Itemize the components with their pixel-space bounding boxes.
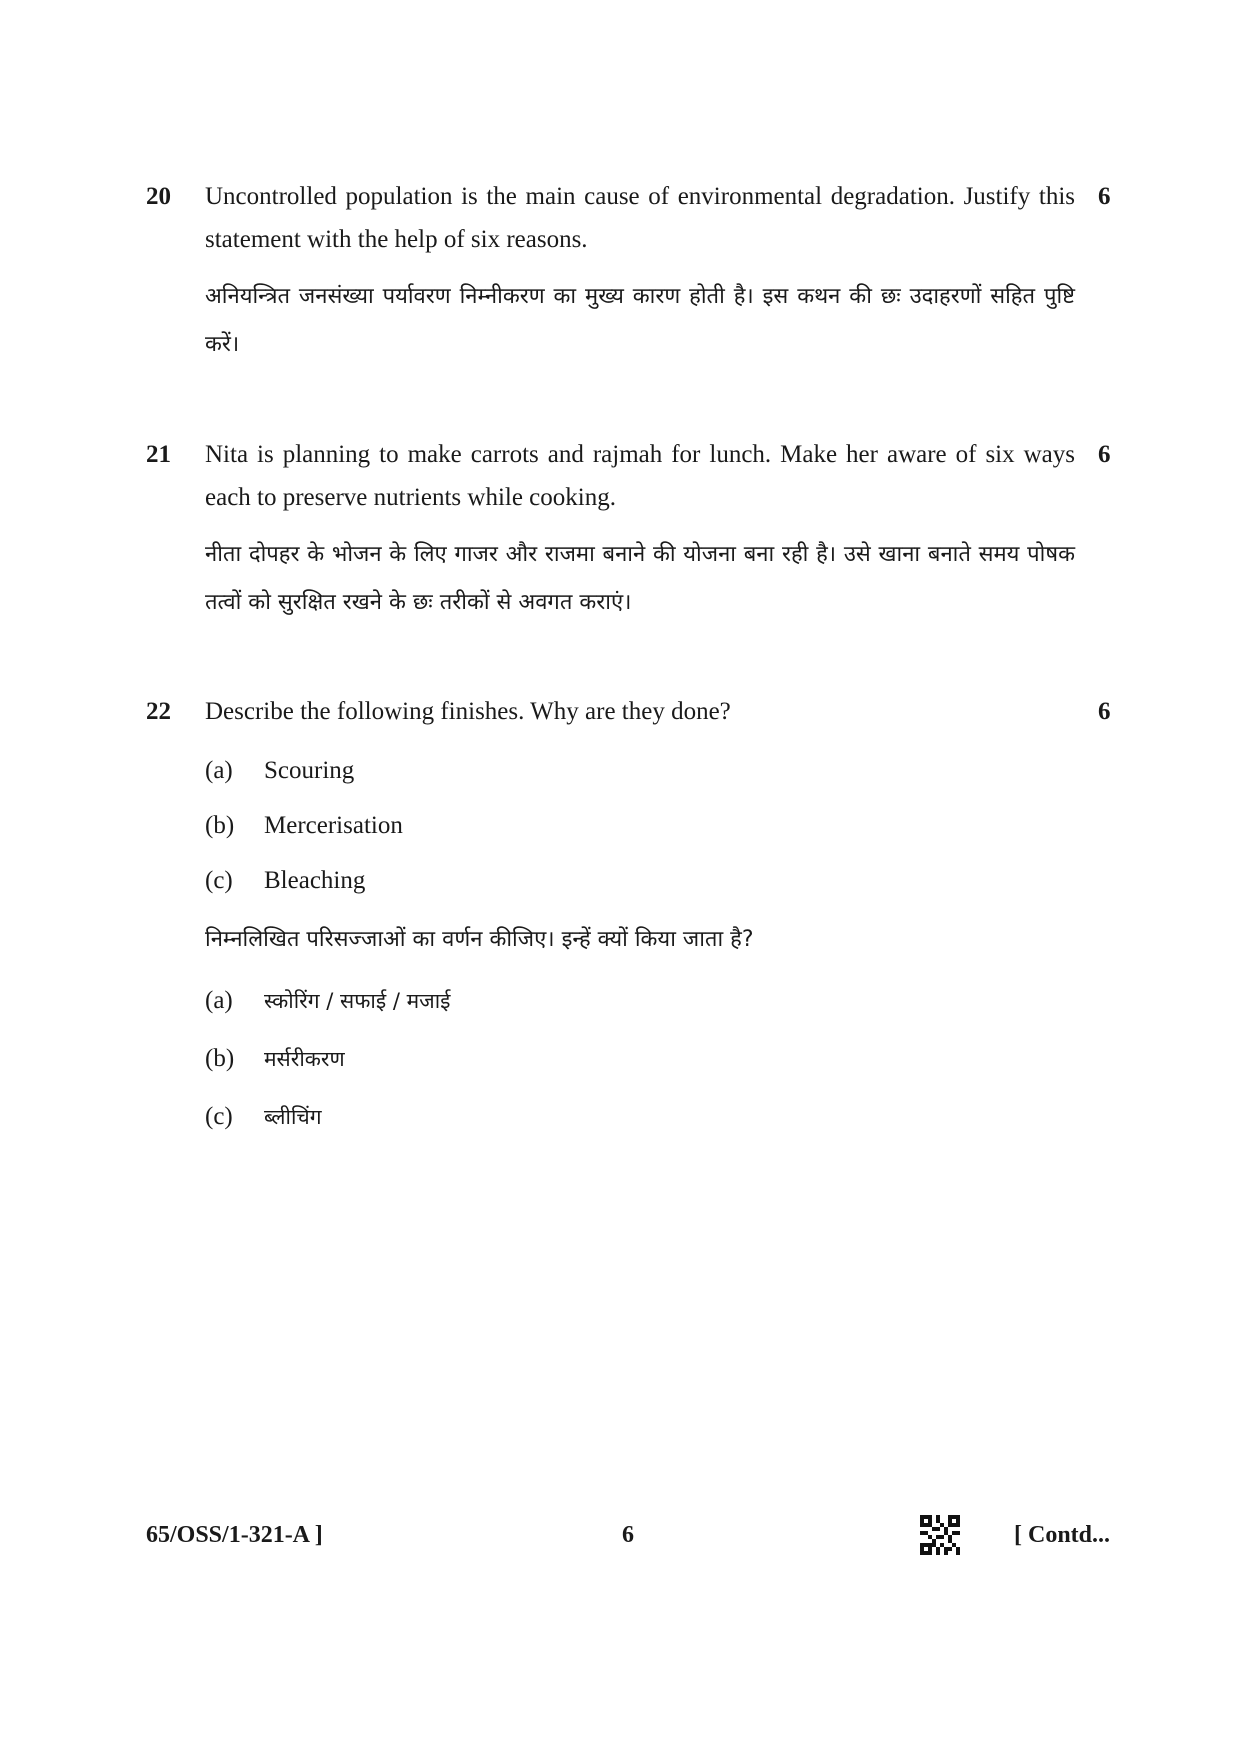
- question-number: 22: [146, 698, 171, 725]
- question-marks: 6: [1098, 698, 1111, 725]
- option-label: (b): [205, 1045, 235, 1072]
- question-text-hindi: अनियन्त्रित जनसंख्या पर्यावरण निम्नीकरण का मुख्य कारण होती है। इस कथन की छः उदाहरणों सहित पुष्टि करें।: [205, 284, 1075, 357]
- option-c-english: [205, 853, 1075, 908]
- option-c-hindi: [205, 1088, 1075, 1146]
- question-text-hindi: नीता दोपहर के भोजन के लिए गाजर और राजमा बनाने की योजना बना रही है। उसे खाना बनाते समय पोषक तत्वों को सुरक्षित रखने के छः तरीकों से अवगत कराएं।: [205, 542, 1075, 615]
- option-a-hindi: [205, 972, 1075, 1030]
- option-a-english: [205, 743, 1075, 798]
- question-text-english: Uncontrolled population is the main cause of environmental degradation. Justify this statement with the help of six reasons.: [205, 183, 1075, 253]
- question-body: [205, 433, 1075, 627]
- option-text: मर्सरीकरण: [264, 1047, 345, 1071]
- question-marks: 6: [1098, 183, 1111, 210]
- option-label: (a): [205, 757, 233, 784]
- option-text: Bleaching: [264, 867, 366, 894]
- question-text-english: Nita is planning to make carrots and rajmah for lunch. Make her aware of six ways each to preserve nutrients while cooking.: [205, 441, 1075, 511]
- question-number: 20: [146, 183, 171, 210]
- option-label: (b): [205, 812, 235, 839]
- question-marks: 6: [1098, 441, 1111, 468]
- option-b-english: [205, 798, 1075, 853]
- qr-code-icon: [920, 1515, 960, 1555]
- option-label: (c): [205, 867, 233, 894]
- option-text: Scouring: [264, 757, 355, 784]
- option-label: (a): [205, 987, 233, 1014]
- question-number: 21: [146, 441, 171, 468]
- option-text: Mercerisation: [264, 812, 403, 839]
- question-body: [205, 175, 1075, 369]
- page-footer: [0, 1513, 1240, 1557]
- option-label: (c): [205, 1103, 233, 1130]
- question-body: [205, 690, 1075, 1146]
- option-text: ब्लीचिंग: [264, 1105, 322, 1129]
- option-b-hindi: [205, 1030, 1075, 1088]
- option-text: स्कोरिंग / सफाई / मजाई: [264, 989, 451, 1013]
- page-number: 6: [622, 1522, 634, 1548]
- paper-code: 65/OSS/1-321-A ]: [146, 1522, 323, 1548]
- question-text-english: Describe the following finishes. Why are they done?: [205, 698, 731, 725]
- question-text-hindi: निम्नलिखित परिसज्जाओं का वर्णन कीजिए। इन्हें क्यों किया जाता है?: [205, 927, 754, 952]
- continued-label: [ Contd...: [1014, 1522, 1111, 1548]
